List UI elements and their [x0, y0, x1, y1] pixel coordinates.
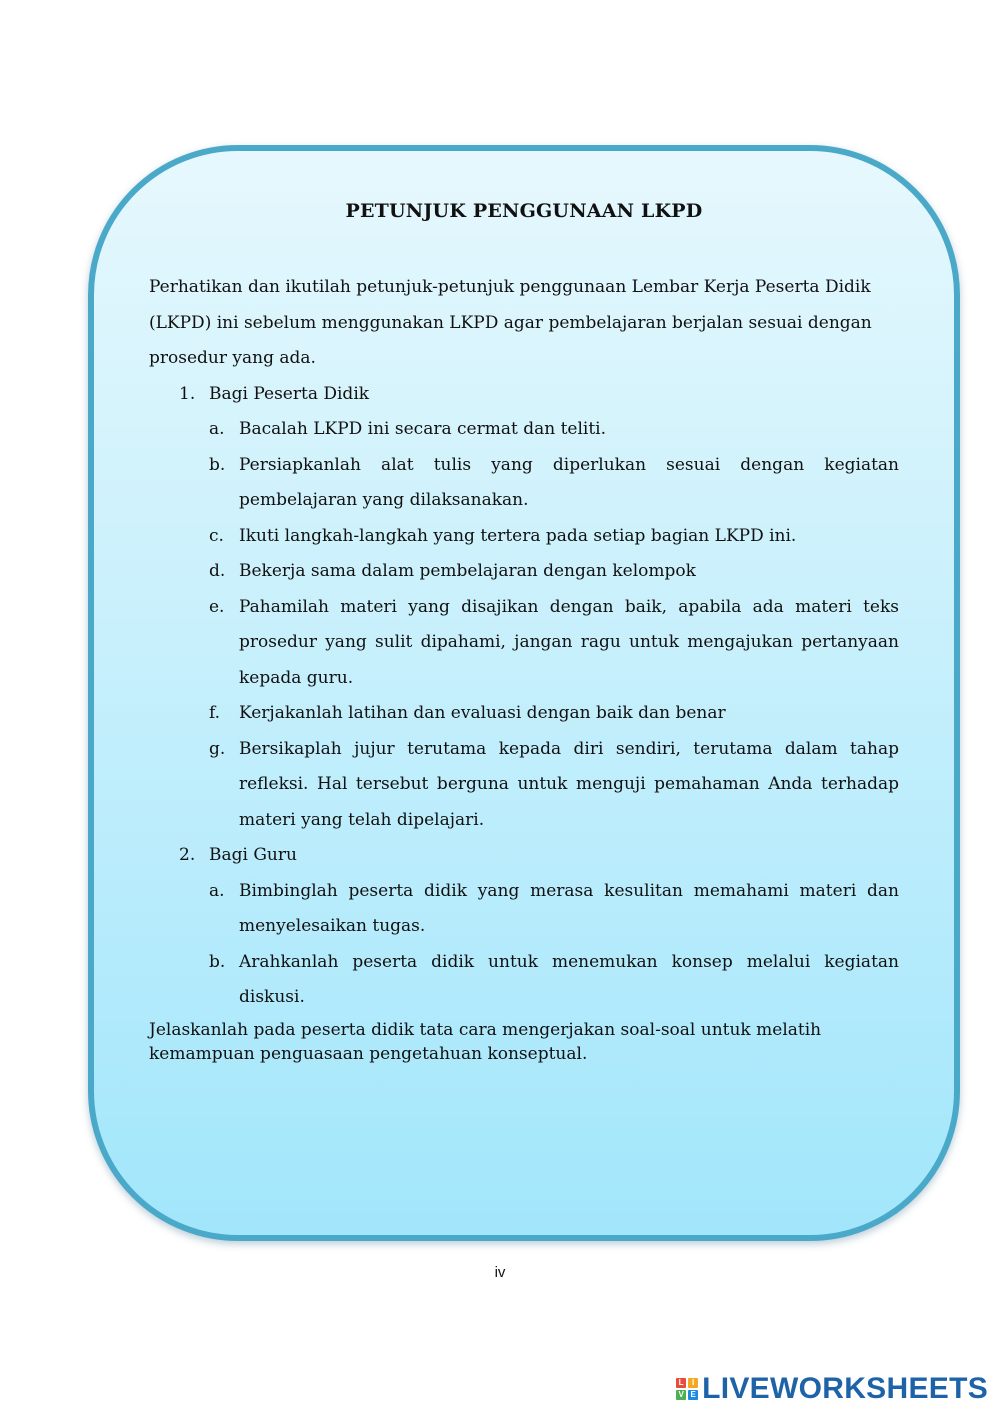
list-item-letter: c. [209, 525, 224, 546]
list-item-text: Kerjakanlah latihan dan evaluasi dengan baik dan benar [239, 703, 726, 723]
list-item [149, 945, 899, 1016]
list-item-text: Pahamilah materi yang disajikan dengan baik, apabila ada materi teks prosedur yang sulit dipahami, jangan ragu untuk mengajukan pertanyaan kepada guru. [239, 596, 899, 688]
list-item-text: Bekerja sama dalam pembelajaran dengan kelompok [239, 561, 696, 581]
list-item [149, 590, 899, 697]
logo-letter: I [688, 1378, 698, 1388]
list-item [149, 874, 899, 945]
list-item-letter: b. [209, 454, 226, 475]
list-item-text: Arahkanlah peserta didik untuk menemukan konsep melalui kegiatan diskusi. [239, 951, 899, 1007]
instructions-content [149, 270, 899, 1066]
list-item-text: Bimbinglah peserta didik yang merasa kesulitan memahami materi dan menyelesaikan tugas. [239, 880, 899, 936]
section-number: 1. [179, 383, 196, 404]
list-item [149, 732, 899, 839]
page-number: iv [494, 1264, 506, 1281]
list-item [149, 554, 899, 590]
page-title: PETUNJUK PENGGUNAAN LKPD [345, 200, 703, 222]
list-item [149, 448, 899, 519]
brand-name: LIVEWORKSHEETS [702, 1372, 988, 1405]
section-number: 2. [179, 845, 196, 865]
list-item-text: Bacalah LKPD ini secara cermat dan teliti. [239, 419, 607, 439]
list-item-text: Bersikaplah jujur terutama kepada diri sendiri, terutama dalam tahap refleksi. Hal tersebut berguna untuk menguji pemahaman Anda terhadap materi yang telah dipelajari. [239, 738, 899, 830]
list-item-letter: g. [209, 738, 226, 759]
list-item-letter: e. [209, 596, 225, 617]
section-heading: Bagi Peserta Didik [209, 383, 370, 404]
list-item-letter: b. [209, 951, 226, 972]
list-item-letter: f. [209, 703, 221, 723]
logo-letter: L [676, 1378, 686, 1388]
list-item [149, 412, 899, 448]
intro-paragraph: Perhatikan dan ikutilah petunjuk-petunjuk penggunaan Lembar Kerja Peserta Didik (LKPD) ini sebelum menggunakan LKPD agar pembelajaran berjalan sesuai dengan prosedur yang ada. [149, 277, 872, 368]
logo-letter: V [676, 1390, 686, 1400]
section-student [149, 377, 899, 413]
logo-letter: E [688, 1390, 698, 1400]
list-item [149, 519, 899, 555]
liveworksheets-logo[interactable] [676, 1372, 988, 1406]
logo-icon [676, 1378, 698, 1400]
closing-paragraph: Jelaskanlah pada peserta didik tata cara mengerjakan soal-soal untuk melatih kemampuan penguasaan pengetahuan konseptual. [149, 1019, 822, 1064]
list-item-letter: a. [209, 880, 225, 901]
list-item-letter: a. [209, 419, 225, 439]
section-heading: Bagi Guru [209, 845, 297, 865]
section-teacher [149, 838, 899, 874]
list-item-text: Ikuti langkah-langkah yang tertera pada setiap bagian LKPD ini. [239, 525, 797, 546]
list-item-letter: d. [209, 561, 226, 581]
list-item [149, 696, 899, 732]
list-item-text: Persiapkanlah alat tulis yang diperlukan sesuai dengan kegiatan pembelajaran yang dilaksanakan. [239, 454, 899, 510]
